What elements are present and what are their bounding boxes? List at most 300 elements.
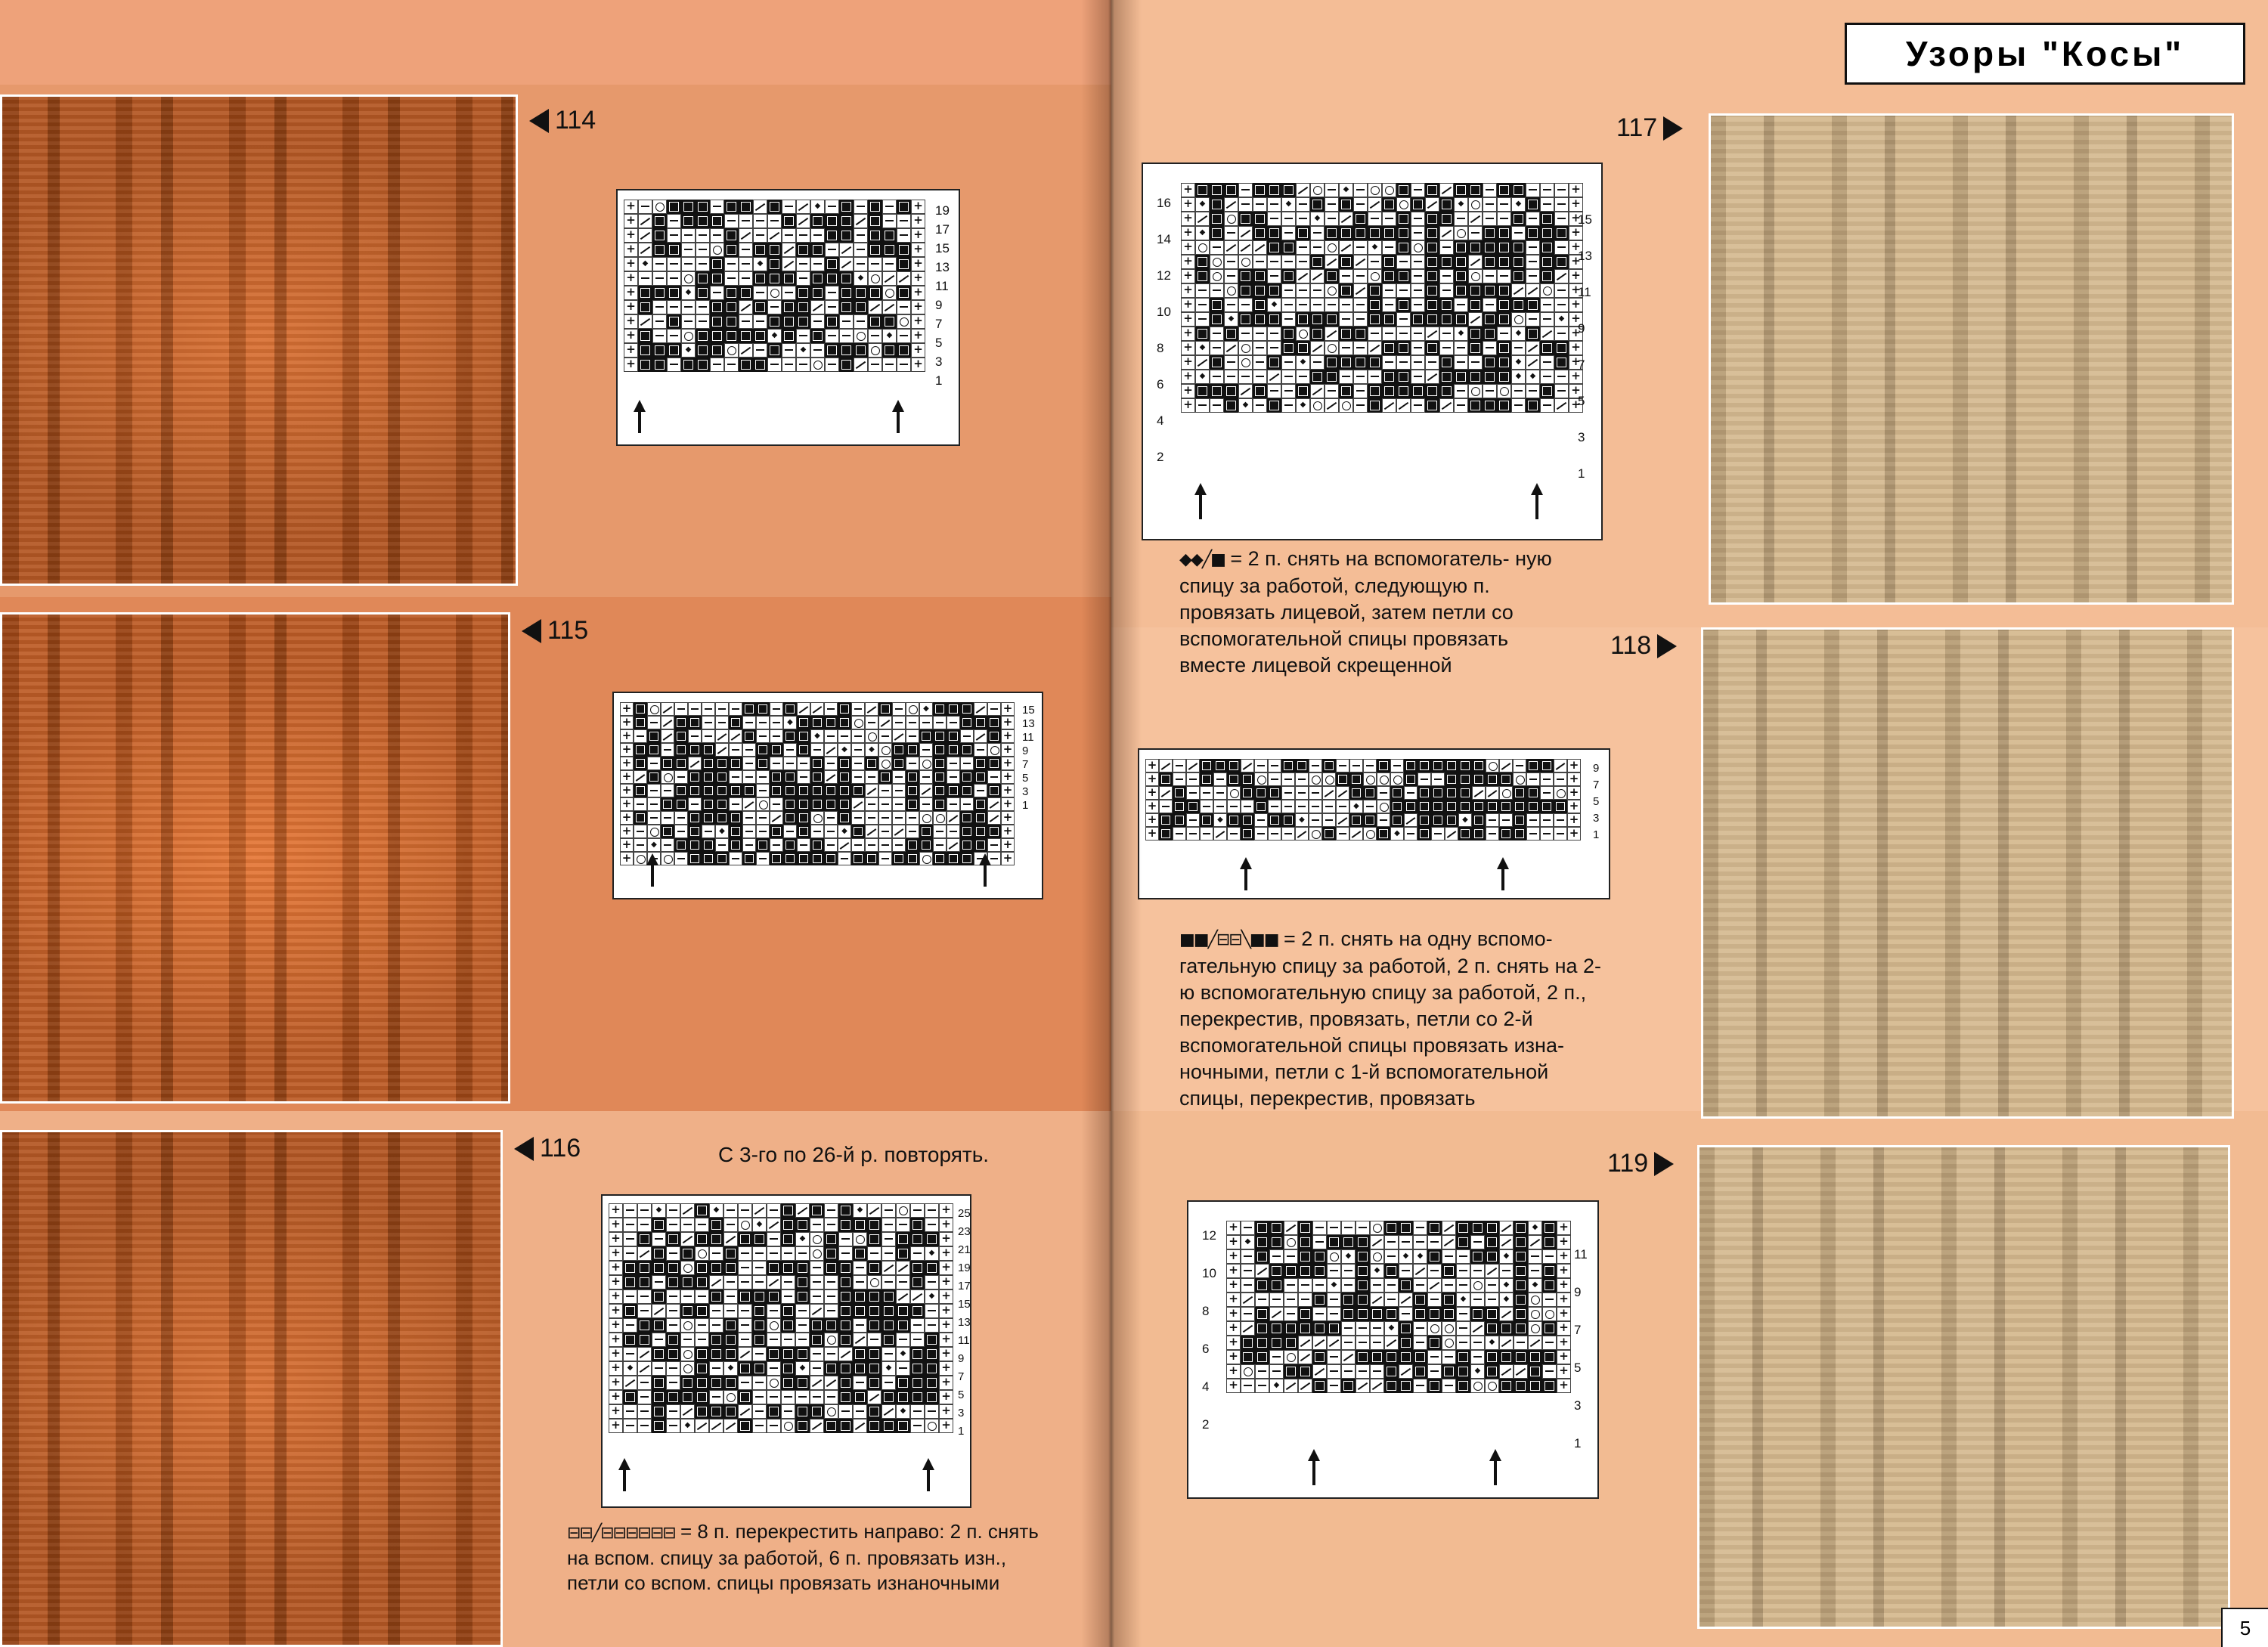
- stitch-cell: [1540, 226, 1554, 240]
- stitch-cell: [753, 271, 767, 286]
- stitch-cell: [1427, 1350, 1442, 1364]
- stitch-cell: [638, 200, 652, 214]
- stitch-cell: [1310, 312, 1325, 327]
- stitch-cell: [1442, 1336, 1456, 1350]
- stitch-cell: [1470, 1307, 1485, 1321]
- stitch-cell: [661, 825, 674, 838]
- stitch-cell: [1281, 827, 1295, 841]
- stitch-cell: [667, 257, 681, 271]
- stitch-cell: [1325, 298, 1339, 312]
- stitch-cell: [1341, 1379, 1356, 1393]
- stitch-cell: [680, 1376, 695, 1390]
- stitch-cell: [666, 1347, 680, 1361]
- stitch-cell: [652, 1390, 666, 1404]
- stitch-cell: [1442, 1350, 1456, 1364]
- stitch-cell: [1200, 813, 1213, 827]
- stitch-cell: [652, 228, 667, 243]
- stitch-cell: [1540, 786, 1554, 800]
- row-number: 15: [935, 241, 950, 255]
- stitch-cell: [710, 200, 724, 214]
- row-number: 14: [1157, 232, 1171, 246]
- stitch-cell: [1526, 327, 1540, 341]
- stitch-cell: [1542, 1379, 1557, 1393]
- stitch-cell: [1226, 1278, 1241, 1293]
- stitch-cell: [1439, 327, 1454, 341]
- stitch-cell: [1269, 1379, 1284, 1393]
- stitch-cell: [910, 1304, 925, 1318]
- stitch-cell: [1483, 255, 1497, 269]
- stitch-cell: [824, 1203, 838, 1218]
- stitch-cell: [1298, 1235, 1312, 1249]
- stitch-cell: [1554, 197, 1569, 212]
- stitch-cell: [896, 1304, 910, 1318]
- stitch-cell: [1181, 384, 1195, 398]
- row-number: 17: [958, 1280, 971, 1293]
- stitch-cell: [1567, 759, 1581, 772]
- stitch-cell: [810, 1203, 824, 1218]
- stitch-cell: [709, 1404, 723, 1419]
- stitch-cell: [882, 257, 897, 271]
- stitch-cell: [1210, 226, 1224, 240]
- stitch-cell: [796, 358, 810, 372]
- stitch-cell: [797, 743, 810, 757]
- page-number: 5: [2221, 1608, 2268, 1647]
- stitch-cell: [667, 243, 681, 257]
- stitch-cell: [783, 784, 797, 797]
- stitch-cell: [781, 1404, 795, 1419]
- stitch-cell: [1281, 813, 1295, 827]
- stitch-cell: [1298, 1379, 1312, 1393]
- stitch-cell: [1356, 1379, 1370, 1393]
- stitch-cell: [851, 784, 865, 797]
- stitch-cell: [868, 228, 882, 243]
- stitch-cell: [1472, 759, 1486, 772]
- chart-grid-118: [1145, 759, 1581, 841]
- stitch-cell: [724, 271, 739, 286]
- stitch-cell: [1442, 1235, 1456, 1249]
- stitch-cell: [767, 1218, 781, 1232]
- stitch-cell: [897, 257, 911, 271]
- stitch-cell: [723, 1376, 738, 1390]
- stitch-cell: [1411, 269, 1425, 283]
- stitch-cell: [1557, 1264, 1571, 1278]
- stitch-cell: [1399, 1307, 1413, 1321]
- stitch-cell: [783, 729, 797, 743]
- stitch-cell: [1339, 312, 1353, 327]
- stitch-cell: [1281, 197, 1296, 212]
- stitch-cell: [681, 257, 696, 271]
- stitch-cell: [1514, 1235, 1528, 1249]
- stitch-cell: [1382, 398, 1396, 413]
- stitch-cell: [695, 1275, 709, 1289]
- stitch-cell: [1425, 183, 1439, 197]
- stitch-cell: [667, 358, 681, 372]
- stitch-cell: [1309, 800, 1322, 813]
- stitch-cell: [634, 716, 647, 729]
- stitch-cell: [795, 1333, 810, 1347]
- stitch-cell: [1241, 1364, 1255, 1379]
- stitch-cell: [620, 852, 634, 865]
- stitch-cell: [947, 743, 960, 757]
- stitch-cell: [666, 1275, 680, 1289]
- stitch-cell: [1186, 786, 1200, 800]
- stitch-cell: [1341, 1350, 1356, 1364]
- stitch-cell: [939, 1419, 953, 1433]
- stitch-cell: [1145, 772, 1159, 786]
- stitch-cell: [824, 716, 838, 729]
- stitch-cell: [1382, 384, 1396, 398]
- stitch-cell: [620, 729, 634, 743]
- stitch-cell: [1336, 759, 1349, 772]
- stitch-cell: [839, 300, 854, 314]
- stitch-cell: [666, 1318, 680, 1333]
- stitch-cell: [1296, 298, 1310, 312]
- stitch-cell: [647, 838, 661, 852]
- stitch-cell: [838, 1304, 853, 1318]
- stitch-cell: [1254, 772, 1268, 786]
- stitch-cell: [1224, 341, 1238, 355]
- stitch-cell: [723, 1361, 738, 1376]
- stitch-cell: [1181, 312, 1195, 327]
- stitch-cell: [634, 757, 647, 770]
- stitch-cell: [1427, 1307, 1442, 1321]
- stitch-cell: [1456, 1307, 1470, 1321]
- stitch-cell: [666, 1419, 680, 1433]
- stitch-cell: [1497, 312, 1511, 327]
- stitch-cell: [696, 343, 710, 358]
- stitch-cell: [810, 757, 824, 770]
- stitch-cell: [767, 257, 782, 271]
- stitch-cell: [1528, 1221, 1542, 1235]
- stitch-cell: [1370, 1364, 1384, 1379]
- stitch-cell: [674, 838, 688, 852]
- stitch-cell: [1281, 355, 1296, 370]
- stitch-cell: [1181, 197, 1195, 212]
- stitch-cell: [795, 1289, 810, 1304]
- stitch-cell: [674, 702, 688, 716]
- stitch-cell: [1411, 398, 1425, 413]
- stitch-cell: [947, 825, 960, 838]
- stitch-cell: [1001, 743, 1015, 757]
- stitch-cell: [1557, 1364, 1571, 1379]
- stitch-cell: [1341, 1321, 1356, 1336]
- stitch-cell: [738, 1261, 752, 1275]
- stitch-cell: [1356, 1307, 1370, 1321]
- stitch-cell: [797, 757, 810, 770]
- stitch-cell: [1557, 1293, 1571, 1307]
- stitch-cell: [688, 784, 702, 797]
- stitch-cell: [695, 1347, 709, 1361]
- row-number: 11: [935, 279, 949, 293]
- stitch-cell: [1418, 786, 1431, 800]
- stitch-cell: [1384, 1350, 1399, 1364]
- stitch-cell: [1382, 240, 1396, 255]
- stitch-cell: [1542, 1350, 1557, 1364]
- stitch-cell: [1356, 1249, 1370, 1264]
- stitch-cell: [1325, 212, 1339, 226]
- stitch-cell: [1511, 283, 1526, 298]
- stitch-cell: [695, 1232, 709, 1246]
- stitch-cell: [1404, 786, 1418, 800]
- stitch-cell: [1399, 1350, 1413, 1364]
- stitch-cell: [756, 757, 770, 770]
- stitch-cell: [939, 1347, 953, 1361]
- row-number: 11: [1578, 285, 1591, 299]
- stitch-cell: [781, 1232, 795, 1246]
- stitch-cell: [752, 1318, 767, 1333]
- stitch-cell: [796, 271, 810, 286]
- stitch-cell: [1210, 327, 1224, 341]
- stitch-cell: [1554, 312, 1569, 327]
- stitch-cell: [738, 1232, 752, 1246]
- stitch-cell: [724, 358, 739, 372]
- stitch-cell: [1554, 370, 1569, 384]
- stitch-cell: [680, 1218, 695, 1232]
- stitch-cell: [1210, 384, 1224, 398]
- stitch-cell: [1514, 1264, 1528, 1278]
- stitch-cell: [1368, 355, 1382, 370]
- stitch-cell: [868, 257, 882, 271]
- stitch-cell: [1468, 298, 1483, 312]
- stitch-cell: [1353, 327, 1368, 341]
- stitch-cell: [1310, 212, 1325, 226]
- stitch-cell: [838, 716, 851, 729]
- stitch-cell: [723, 1275, 738, 1289]
- stitch-cell: [715, 757, 729, 770]
- stitch-cell: [1284, 1278, 1298, 1293]
- stitch-cell: [1499, 1350, 1514, 1364]
- stitch-cell: [724, 343, 739, 358]
- row-number: 7: [1578, 358, 1585, 372]
- stitch-cell: [1226, 1379, 1241, 1393]
- stitch-cell: [795, 1261, 810, 1275]
- stitch-cell: [1173, 827, 1186, 841]
- stitch-cell: [620, 784, 634, 797]
- stitch-cell: [810, 702, 824, 716]
- stitch-cell: [1411, 226, 1425, 240]
- stitch-cell: [1442, 1364, 1456, 1379]
- stitch-cell: [960, 770, 974, 784]
- stitch-cell: [1390, 786, 1404, 800]
- stitch-cell: [939, 1390, 953, 1404]
- stitch-cell: [910, 1275, 925, 1289]
- stitch-cell: [1325, 312, 1339, 327]
- stitch-cell: [933, 784, 947, 797]
- stitch-cell: [674, 770, 688, 784]
- stitch-cell: [696, 214, 710, 228]
- stitch-cell: [925, 1404, 939, 1419]
- stitch-cell: [892, 811, 906, 825]
- stitch-cell: [868, 214, 882, 228]
- row-number: 4: [1202, 1379, 1210, 1394]
- stitch-cell: [767, 1390, 781, 1404]
- stitch-cell: [782, 286, 796, 300]
- stitch-cell: [688, 811, 702, 825]
- stitch-cell: [767, 1261, 781, 1275]
- stitch-cell: [853, 1289, 867, 1304]
- stitch-cell: [881, 1289, 896, 1304]
- stitch-cell: [1269, 1307, 1284, 1321]
- stitch-cell: [1411, 384, 1425, 398]
- stitch-cell: [810, 228, 825, 243]
- stitch-cell: [1238, 312, 1253, 327]
- stitch-cell: [609, 1333, 623, 1347]
- stitch-cell: [1418, 772, 1431, 786]
- stitch-cell: [609, 1304, 623, 1318]
- stitch-cell: [1339, 226, 1353, 240]
- stitch-cell: [1540, 255, 1554, 269]
- stitch-cell: [1226, 1221, 1241, 1235]
- stitch-cell: [742, 811, 756, 825]
- stitch-cell: [1181, 370, 1195, 384]
- stitch-cell: [853, 1304, 867, 1318]
- stitch-cell: [1485, 1364, 1499, 1379]
- stitch-cell: [1254, 800, 1268, 813]
- stitch-cell: [1554, 269, 1569, 283]
- stitch-cell: [1368, 384, 1382, 398]
- stitch-cell: [797, 716, 810, 729]
- stitch-cell: [1325, 226, 1339, 240]
- stitch-cell: [896, 1203, 910, 1218]
- stitch-cell: [881, 1318, 896, 1333]
- stitch-cell: [1284, 1293, 1298, 1307]
- row-number: 9: [1022, 745, 1029, 757]
- stitch-cell: [878, 716, 892, 729]
- stitch-cell: [1499, 1278, 1514, 1293]
- stitch-cell: [824, 811, 838, 825]
- stitch-cell: [851, 757, 865, 770]
- stitch-cell: [1511, 398, 1526, 413]
- stitch-cell: [667, 228, 681, 243]
- stitch-cell: [925, 1419, 939, 1433]
- triangle-right-icon: [1657, 634, 1677, 658]
- stitch-cell: [680, 1304, 695, 1318]
- stitch-cell: [1253, 255, 1267, 269]
- stitch-cell: [1526, 183, 1540, 197]
- stitch-cell: [1486, 813, 1499, 827]
- stitch-cell: [797, 797, 810, 811]
- stitch-cell: [906, 797, 919, 811]
- stitch-cell: [1413, 1350, 1427, 1364]
- stitch-cell: [1384, 1307, 1399, 1321]
- stitch-cell: [715, 702, 729, 716]
- stitch-cell: [1497, 212, 1511, 226]
- stitch-cell: [1557, 1221, 1571, 1235]
- stitch-cell: [867, 1275, 881, 1289]
- stitch-cell: [1526, 269, 1540, 283]
- stitch-cell: [783, 716, 797, 729]
- stitch-cell: [911, 329, 925, 343]
- stitch-cell: [987, 784, 1001, 797]
- stitch-cell: [1255, 1379, 1269, 1393]
- stitch-cell: [1310, 183, 1325, 197]
- stitch-cell: [1353, 269, 1368, 283]
- stitch-cell: [638, 300, 652, 314]
- stitch-cell: [947, 757, 960, 770]
- stitch-cell: [1497, 327, 1511, 341]
- stitch-cell: [1470, 1350, 1485, 1364]
- stitch-cell: [1439, 240, 1454, 255]
- stitch-cell: [782, 358, 796, 372]
- stitch-cell: [681, 358, 696, 372]
- stitch-cell: [1241, 759, 1254, 772]
- stitch-cell: [867, 1347, 881, 1361]
- stitch-cell: [824, 1289, 838, 1304]
- stitch-cell: [853, 1361, 867, 1376]
- stitch-cell: [1224, 312, 1238, 327]
- stitch-cell: [723, 1232, 738, 1246]
- stitch-cell: [1281, 370, 1296, 384]
- stitch-cell: [652, 286, 667, 300]
- stitch-cell: [868, 300, 882, 314]
- stitch-cell: [911, 214, 925, 228]
- stitch-cell: [1312, 1235, 1327, 1249]
- stitch-cell: [1567, 800, 1581, 813]
- stitch-cell: [623, 1232, 637, 1246]
- stitch-cell: [688, 825, 702, 838]
- stitch-cell: [1295, 786, 1309, 800]
- stitch-cell: [767, 1246, 781, 1261]
- stitch-cell: [752, 1333, 767, 1347]
- stitch-cell: [1483, 283, 1497, 298]
- stitch-cell: [1413, 1307, 1427, 1321]
- stitch-cell: [1253, 398, 1267, 413]
- stitch-cell: [1542, 1307, 1557, 1321]
- stitch-cell: [810, 343, 825, 358]
- stitch-cell: [1439, 312, 1454, 327]
- stitch-cell: [1554, 298, 1569, 312]
- stitch-cell: [1296, 370, 1310, 384]
- stitch-cell: [1336, 800, 1349, 813]
- stitch-cell: [652, 343, 667, 358]
- stitch-cell: [634, 702, 647, 716]
- stitch-cell: [1497, 183, 1511, 197]
- stitch-cell: [782, 214, 796, 228]
- stitch-cell: [724, 214, 739, 228]
- stitch-cell: [1454, 370, 1468, 384]
- stitch-cell: [702, 825, 715, 838]
- stitch-cell: [767, 1275, 781, 1289]
- stitch-cell: [1472, 786, 1486, 800]
- stitch-cell: [1353, 183, 1368, 197]
- row-number: 21: [958, 1243, 971, 1256]
- stitch-cell: [892, 743, 906, 757]
- stitch-cell: [897, 343, 911, 358]
- stitch-cell: [839, 271, 854, 286]
- stitch-cell: [666, 1246, 680, 1261]
- stitch-cell: [1210, 240, 1224, 255]
- stitch-cell: [854, 257, 868, 271]
- stitch-cell: [910, 1361, 925, 1376]
- stitch-cell: [783, 825, 797, 838]
- row-number: 23: [958, 1225, 971, 1238]
- stitch-cell: [623, 1218, 637, 1232]
- stitch-cell: [1267, 384, 1281, 398]
- stitch-cell: [851, 852, 865, 865]
- stitch-cell: [696, 228, 710, 243]
- stitch-cell: [1267, 312, 1281, 327]
- stitch-cell: [1267, 370, 1281, 384]
- stitch-cell: [1542, 1264, 1557, 1278]
- stitch-cell: [710, 228, 724, 243]
- stitch-cell: [881, 1376, 896, 1390]
- stitch-cell: [1468, 355, 1483, 370]
- stitch-cell: [666, 1289, 680, 1304]
- stitch-cell: [1195, 269, 1210, 283]
- stitch-cell: [1526, 226, 1540, 240]
- stitch-cell: [710, 286, 724, 300]
- stitch-cell: [637, 1261, 652, 1275]
